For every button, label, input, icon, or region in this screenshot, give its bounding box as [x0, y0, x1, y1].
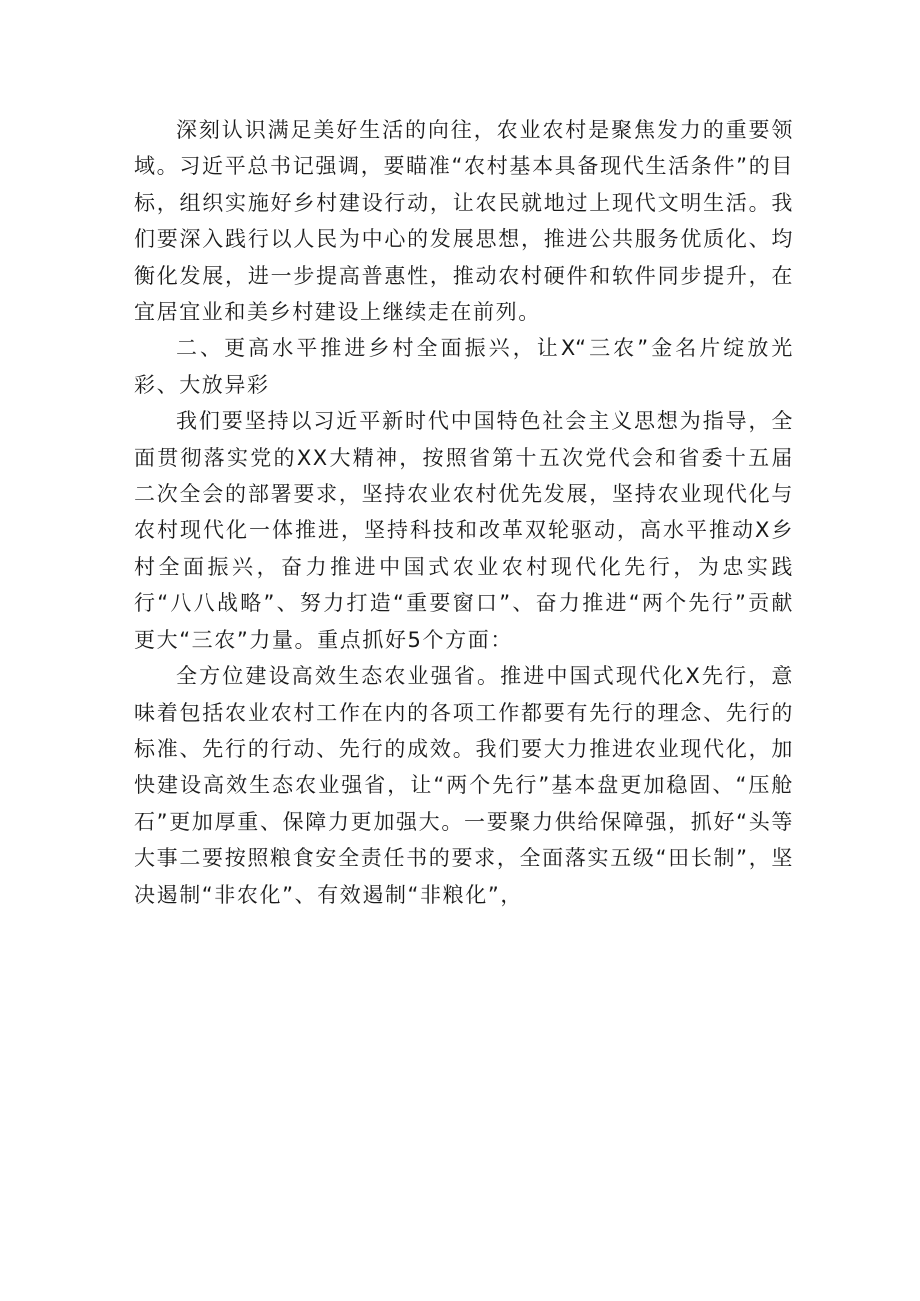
section-heading-rural-revitalization: 二、更高水平推进乡村全面振兴，让X“三农”金名片绽放光彩、大放异彩	[134, 336, 794, 397]
paragraph-living-conditions: 深刻认识满足美好生活的向往，农业农村是聚焦发力的重要领域。习近平总书记强调，要瞄准“农村基本具备现代生活条件”的目标，组织实施好乡村建设行动，让农民就地过上现代文明生活。我们要深入践行以人民为中心的发展思想，推进公共服务优质化、均衡化发展，进一步提高普惠性，推动农村硬件和软件同步提升，在宜居宜业和美乡村建设上继续走在前列。	[134, 118, 794, 325]
paragraph-guiding-principles: 我们要坚持以习近平新时代中国特色社会主义思想为指导，全面贯彻落实党的XX大精神，按照省第十五次党代会和省委十五届二次全会的部署要求，坚持农业农村优先发展，坚持农业现代化与农村现代化一体推进，坚持科技和改革双轮驱动，高水平推动X乡村全面振兴，奋力推进中国式农业农村现代化先行，为忠实践行“八八战略”、努力打造“重要窗口”、奋力推进“两个先行”贡献更大“三农”力量。重点抓好5个方面：	[134, 409, 794, 652]
document-body	[134, 112, 794, 913]
paragraph-agricultural-province: 全方位建设高效生态农业强省。推进中国式现代化X先行，意味着包括农业农村工作在内的各项工作都要有先行的理念、先行的标准、先行的行动、先行的成效。我们要大力推进农业现代化，加快建设高效生态农业强省，让“两个先行”基本盘更加稳固、“压舱石”更加厚重、保障力更加强大。一要聚力供给保障强，抓好“头等大事二要按照粮食安全责任书的要求，全面落实五级“田长制”，坚决遏制“非农化”、有效遏制“非粮化”，	[134, 664, 794, 907]
